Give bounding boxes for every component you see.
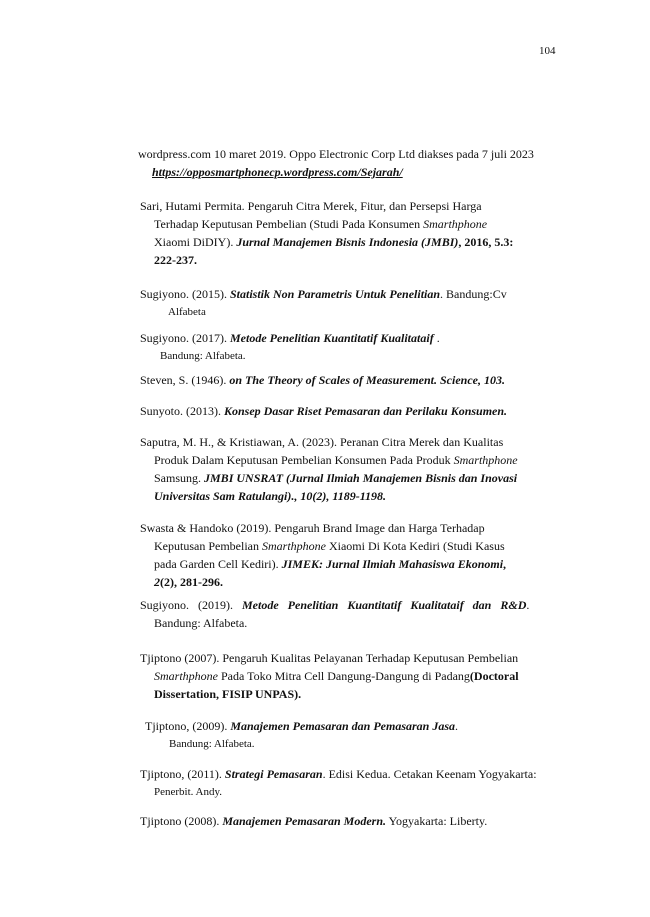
reference-author: Sugiyono. (2015).: [140, 287, 230, 301]
page-number: 104: [539, 45, 556, 57]
reference-sugiyono-2015-line2: Alfabeta: [168, 306, 206, 318]
reference-title: Strategi Pemasaran: [224, 767, 323, 781]
reference-sari-journal: Jurnal Manajemen Bisnis Indonesia (JMBI): [236, 235, 459, 249]
reference-publisher: . Bandung:Cv: [440, 287, 507, 301]
reference-italic: Smarthphone: [154, 669, 218, 683]
reference-sugiyono-2019-line1: [140, 596, 553, 614]
reference-sari: [140, 197, 553, 269]
reference-text: pada Garden Cell Kediri).: [154, 557, 282, 571]
reference-sari-text: Terhadap Keputusan Pembelian (Studi Pada Konsumen: [154, 217, 424, 231]
reference-tjiptono-2007-line1: Tjiptono (2007). Pengaruh Kualitas Pelayanan Terhadap Keputusan Pembelian: [140, 651, 519, 665]
reference-text: Pada Toko Mitra Cell Dangung-Dangung di Padang: [218, 669, 470, 683]
reference-author: Tjiptono, (2011).: [140, 767, 225, 781]
reference-tjiptono-2009-line2: Bandung: Alfabeta.: [169, 738, 255, 750]
reference-author: Tjiptono (2008).: [140, 814, 223, 828]
reference-sunyoto-line1: [140, 402, 553, 420]
reference-tjiptono-2009-line1: [145, 717, 558, 735]
reference-sari-line3: [140, 233, 553, 251]
reference-steven: [140, 371, 553, 389]
reference-steven-line1: [140, 371, 553, 389]
reference-oppo-line1: wordpress.com 10 maret 2019. Oppo Electronic Corp Ltd diakses pada 7 juli 2023: [138, 147, 534, 161]
reference-sugiyono-2015: [140, 285, 553, 321]
reference-sunyoto: [140, 402, 553, 420]
reference-oppo-url-link[interactable]: https://opposmartphonecp.wordpress.com/Sejarah/: [152, 165, 403, 179]
reference-saputra-line1: Saputra, M. H., & Kristiawan, A. (2023). Peranan Citra Merek dan Kualitas: [140, 435, 504, 449]
reference-text: Keputusan Pembelian: [154, 539, 262, 553]
reference-tjiptono-2007-line3: Dissertation, FISIP UNPAS).: [154, 687, 302, 701]
reference-italic: Smarthphone: [261, 539, 326, 553]
reference-bold: (Doctoral: [469, 669, 519, 683]
reference-swasta-handoko: [140, 519, 553, 591]
reference-title: on The Theory of Scales of Measurement. Science, 103.: [229, 373, 505, 387]
reference-publisher: Yogyakarta: Liberty.: [386, 814, 488, 828]
reference-title: Statistik Non Parametris Untuk Penelitian: [230, 287, 441, 301]
reference-title: Konsep Dasar Riset Pemasaran dan Perilaku Konsumen.: [224, 404, 508, 418]
reference-tjiptono-2009: [145, 717, 558, 753]
reference-author: Sunyoto. (2013).: [140, 404, 224, 418]
reference-sugiyono-2017-line2: Bandung: Alfabeta.: [160, 350, 246, 362]
reference-tjiptono-2007-line2: [140, 667, 553, 685]
reference-sari-line1: Sari, Hutami Permita. Pengaruh Citra Merek, Fitur, dan Persepsi Harga: [140, 199, 482, 213]
reference-journal: JMBI UNSRAT (Jurnal Ilmiah Manajemen Bisnis dan Inovasi: [204, 471, 518, 485]
reference-sari-line4: 222-237.: [154, 253, 197, 267]
reference-text: Xiaomi Di Kota Kediri (Studi Kasus: [325, 539, 505, 553]
reference-title: Manajemen Pemasaran Modern.: [222, 814, 387, 828]
reference-tjiptono-2008: [140, 812, 553, 830]
reference-oppo-line2: [138, 163, 578, 181]
reference-title: Metode Penelitian Kuantitatif Kualitataif dan R&D: [242, 598, 527, 612]
reference-volume: 2: [154, 575, 160, 589]
reference-tjiptono-2011-line2: Penerbit. Andy.: [154, 786, 223, 798]
reference-saputra-line4: Universitas Sam Ratulangi)., 10(2), 1189-1198.: [154, 489, 387, 503]
reference-tjiptono-2011-line1: [140, 765, 580, 783]
reference-punctuation: .: [433, 331, 440, 345]
reference-punctuation: .: [455, 719, 459, 733]
reference-swasta-line4: [140, 573, 553, 591]
reference-saputra-line2: [140, 451, 553, 469]
reference-tjiptono-2007: [140, 649, 553, 703]
reference-sari-volume: , 2016, 5.3:: [458, 235, 514, 249]
reference-sugiyono-2019-line2: Bandung: Alfabeta.: [154, 616, 248, 630]
reference-sari-italic: Smarthphone: [423, 217, 488, 231]
reference-author: Sugiyono. (2019).: [140, 598, 242, 612]
reference-sugiyono-2017: [140, 329, 553, 365]
reference-oppo: [138, 145, 578, 181]
reference-tjiptono-2008-line1: [140, 812, 553, 830]
reference-saputra-line3: [140, 469, 553, 487]
reference-sugiyono-2015-line1: [140, 285, 553, 303]
reference-saputra: [140, 433, 553, 505]
reference-title: Metode Penelitian Kuantitatif Kualitataif: [230, 331, 434, 345]
reference-text: Samsung.: [154, 471, 205, 485]
reference-sugiyono-2017-line1: [140, 329, 553, 347]
reference-pages: (2), 281-296.: [160, 575, 223, 589]
reference-sari-line2: [140, 215, 553, 233]
reference-swasta-line1: Swasta & Handoko (2019). Pengaruh Brand Image dan Harga Terhadap: [140, 521, 485, 535]
reference-sugiyono-2019: [140, 596, 553, 632]
reference-sari-text: Xiaomi DiDIY).: [154, 235, 237, 249]
reference-title: Manajemen Pemasaran dan Pemasaran Jasa: [230, 719, 456, 733]
reference-text: Produk Dalam Keputusan Pembelian Konsumen Pada Produk: [154, 453, 454, 467]
reference-author: Tjiptono, (2009).: [145, 719, 231, 733]
reference-italic: Smarthphone: [453, 453, 518, 467]
reference-journal: JIMEK: Jurnal Ilmiah Mahasiswa Ekonomi: [281, 557, 504, 571]
reference-punctuation: ,: [503, 557, 507, 571]
reference-swasta-line3: [140, 555, 553, 573]
reference-publisher: . Edisi Kedua. Cetakan Keenam Yogyakarta:: [322, 767, 537, 781]
reference-swasta-line2: [140, 537, 553, 555]
reference-author: Sugiyono. (2017).: [140, 331, 230, 345]
reference-tjiptono-2011: [140, 765, 580, 801]
reference-punctuation: .: [526, 598, 530, 612]
reference-author: Steven, S. (1946).: [140, 373, 230, 387]
